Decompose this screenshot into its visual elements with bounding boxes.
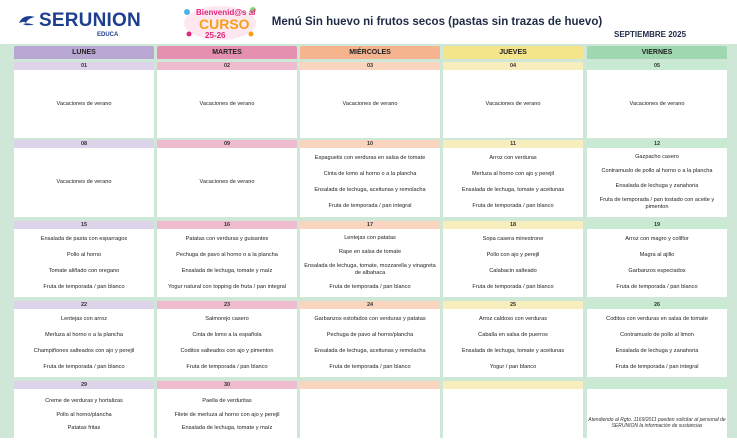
dish-item: Fruta de temporada / pan blanco xyxy=(43,283,125,290)
dish-item: Coditos con verduras en salsa de tomate xyxy=(606,315,708,322)
day-cell xyxy=(157,62,297,138)
day-number: 26 xyxy=(587,301,727,309)
day-number: 23 xyxy=(157,301,297,309)
allergen-note: Atendiendo al Rgto. 1169/2011 pueden solicitar al personal de SERUNION la información de sustancias xyxy=(588,416,726,429)
dish-list xyxy=(443,70,583,138)
dish-item: Ensalada de lechuga, tomate, mozzarella y vinagreta de albahaca xyxy=(304,263,436,277)
dish-item: Vacaciones de verano xyxy=(56,100,112,107)
dish-item: Garbanzos estofados con verduras y patatas xyxy=(314,315,426,322)
dish-item: Ensalada de lechuga, tomate y aceitunas xyxy=(461,187,565,194)
dish-item: Patatas con verduras y guisantes xyxy=(185,235,269,242)
badge-welcome: Bienvenid@s al xyxy=(196,8,256,17)
dish-item: Pollo al horno xyxy=(66,251,102,258)
dish-item: Fruta de temporada / pan integral xyxy=(615,363,699,370)
dish-list xyxy=(587,148,727,217)
dish-item: Pechuga de pavo al horno o a la plancha xyxy=(176,251,278,258)
dish-item: Fruta de temporada / pan blanco xyxy=(472,283,554,290)
day-cell xyxy=(587,221,727,297)
day-cell xyxy=(14,62,154,138)
dish-item: Gazpacho casero xyxy=(635,153,679,160)
dish-list xyxy=(157,389,297,441)
dish-item: Coditos salteados con ajo y pimenton xyxy=(180,347,274,354)
dish-list xyxy=(300,70,440,138)
day-number xyxy=(300,381,440,389)
day-cell xyxy=(14,301,154,377)
dish-item: Creme de verduras y hortalizas xyxy=(45,397,123,404)
day-cell xyxy=(443,221,583,297)
dish-item: Ensalada de lechuga, aceitunas y remolacha xyxy=(314,187,426,194)
day-number: 24 xyxy=(300,301,440,309)
day-cell xyxy=(157,221,297,297)
day-cell xyxy=(443,381,583,441)
day-cell xyxy=(157,301,297,377)
dish-item: Vacaciones de verano xyxy=(199,179,255,185)
dish-list xyxy=(157,309,297,377)
dish-list xyxy=(14,389,154,441)
dish-item: Vacaciones de verano xyxy=(485,100,541,107)
dish-item: Merluza al horno o a la plancha xyxy=(44,331,124,338)
day-number: 11 xyxy=(443,140,583,148)
badge-year: 25-26 xyxy=(205,31,226,40)
bird-logo-icon xyxy=(18,14,36,28)
day-number: 08 xyxy=(14,140,154,148)
dish-item: Magra al ajillo xyxy=(639,251,675,258)
dish-item: Pollo con ajo y perejil xyxy=(486,251,540,258)
dish-item: Ensalada de lechuga, tomate y aceitunas xyxy=(461,347,565,354)
day-number: 15 xyxy=(14,221,154,229)
day-number: 25 xyxy=(443,301,583,309)
dish-item: Contramuslo de pollo al limon xyxy=(620,331,694,338)
dish-item: Champiñones salteados con ajo y perejil xyxy=(33,347,135,354)
dish-item: Filete de merluza al horno con ajo y perejil xyxy=(174,411,280,418)
dish-list xyxy=(443,148,583,217)
day-cell xyxy=(14,140,154,217)
dish-item: Fruta de temporada / pan blanco xyxy=(616,283,698,290)
page-header xyxy=(0,0,737,44)
dish-list xyxy=(443,389,583,441)
dish-list xyxy=(300,309,440,377)
dish-item: Vacaciones de verano xyxy=(342,100,398,107)
dish-item: Ensalada de lechuga y zanahoria xyxy=(615,182,699,189)
dish-list xyxy=(14,148,154,217)
day-number: 09 xyxy=(157,140,297,148)
day-header-viernes: VIERNES xyxy=(587,46,727,59)
dish-list xyxy=(443,229,583,297)
month-label: SEPTIEMBRE 2025 xyxy=(614,30,687,39)
dish-list xyxy=(587,229,727,297)
dish-item: Ensalada de pasta con esparragos xyxy=(40,235,128,242)
day-number: 29 xyxy=(14,381,154,389)
dish-item: Yogur natural con topping de fruta / pan integral xyxy=(168,283,286,290)
menu-grid xyxy=(0,44,737,438)
day-number: 19 xyxy=(587,221,727,229)
day-header-martes: MARTES xyxy=(157,46,297,59)
day-number: 10 xyxy=(300,140,440,148)
day-cell xyxy=(300,301,440,377)
logo-text: SERUNION xyxy=(39,10,141,31)
day-cell xyxy=(157,140,297,217)
dish-item: Arroz con verduras xyxy=(489,154,537,161)
dish-item: Ensalada de lechuga y zanahoria xyxy=(615,347,699,354)
day-number: 05 xyxy=(587,62,727,70)
dish-item: Espaguetis con verduras en salsa de tomate xyxy=(314,154,426,161)
dish-item: Salmorejo casero xyxy=(205,315,249,322)
day-number: 17 xyxy=(300,221,440,229)
dish-item: Patatas fritas xyxy=(67,425,101,432)
dish-item: Lentejas con arroz xyxy=(60,315,108,322)
dish-list xyxy=(300,229,440,297)
day-number: 03 xyxy=(300,62,440,70)
day-cell xyxy=(443,62,583,138)
day-cell xyxy=(300,381,440,441)
dish-list xyxy=(157,70,297,138)
dish-list xyxy=(157,148,297,217)
dish-item: Calabacin salteado xyxy=(489,267,537,274)
dish-item: Ensalada de lechuga, tomate y maíz xyxy=(181,267,273,274)
logo-subtitle: EDUCA xyxy=(97,32,119,38)
dish-item: Paella de verduritas xyxy=(202,397,252,404)
day-cell xyxy=(587,62,727,138)
day-number xyxy=(587,381,727,389)
dish-item: Sopa casera minestrone xyxy=(482,235,544,242)
dish-item: Cinta de lomo a la española xyxy=(192,331,262,338)
dish-item: Yogur / pan blanco xyxy=(489,363,537,370)
day-cell xyxy=(157,381,297,441)
day-cell xyxy=(443,140,583,217)
day-number: 16 xyxy=(157,221,297,229)
dish-item: Fruta de temporada / pan blanco xyxy=(43,363,125,370)
dish-item: Arroz con magro y coliflor xyxy=(625,235,689,242)
day-number xyxy=(443,381,583,389)
day-number: 02 xyxy=(157,62,297,70)
dish-item: Ensalada de lechuga, aceitunas y remolacha xyxy=(314,347,426,354)
dish-list xyxy=(587,70,727,138)
dish-item: Cinta de lomo al horno o a la plancha xyxy=(323,170,417,177)
day-number: 18 xyxy=(443,221,583,229)
dish-item: Lentejas con patatas xyxy=(344,234,396,241)
dish-item: Fruta de temporada / pan tostado con aceite y pimenton xyxy=(599,197,715,211)
day-cell xyxy=(300,221,440,297)
dish-item: Fruta de temporada / pan blanco xyxy=(186,363,268,370)
dish-item: Arroz caldoso con verduras xyxy=(478,315,548,322)
day-number: 30 xyxy=(157,381,297,389)
dish-item: Vacaciones de verano xyxy=(629,100,685,107)
dish-item: Tomate aliñado con oregano xyxy=(48,267,120,274)
dish-item: Merluza al horno con ajo y perejil xyxy=(471,170,555,177)
dish-item: Garbanzos especiados xyxy=(628,267,686,274)
day-cell xyxy=(587,381,727,441)
dish-list xyxy=(14,70,154,138)
day-header-lunes: LUNES xyxy=(14,46,154,59)
dish-list xyxy=(300,389,440,441)
serunion-logo xyxy=(18,10,141,32)
dish-list xyxy=(443,309,583,377)
day-cell xyxy=(587,140,727,217)
dish-item: Rape en salsa de tomate xyxy=(338,248,402,255)
dish-list xyxy=(14,309,154,377)
day-header-miercoles: MIÉRCOLES xyxy=(300,46,440,59)
dish-list xyxy=(14,229,154,297)
day-number: 12 xyxy=(587,140,727,148)
dish-item: Vacaciones de verano xyxy=(56,179,112,185)
dish-item: Contramuslo de pollo al horno o a la plancha xyxy=(601,168,713,175)
dish-list xyxy=(300,148,440,217)
dish-item: Pollo al horno/plancha xyxy=(56,411,112,418)
dish-item: Ensalada de lechuga, tomate y maíz xyxy=(181,425,273,432)
dish-item: Caballa en salsa de puerros xyxy=(478,331,548,338)
dish-item: Vacaciones de verano xyxy=(199,100,255,107)
day-header-jueves: JUEVES xyxy=(443,46,583,59)
dish-list xyxy=(587,309,727,377)
dish-item: Fruta de temporada / pan integral xyxy=(328,203,412,210)
day-cell xyxy=(443,301,583,377)
day-cell xyxy=(300,140,440,217)
day-number: 04 xyxy=(443,62,583,70)
page-title: Menú Sin huevo ni frutos secos (pastas sin trazas de huevo) xyxy=(271,16,603,28)
day-number: 01 xyxy=(14,62,154,70)
dish-item: Fruta de temporada / pan blanco xyxy=(329,284,411,291)
dish-item: Pechuga de pavo al horno/plancha xyxy=(326,331,414,338)
dish-list xyxy=(587,389,727,441)
badge-curso: CURSO xyxy=(199,16,250,32)
day-cell xyxy=(587,301,727,377)
day-cell xyxy=(14,381,154,441)
day-number: 22 xyxy=(14,301,154,309)
day-cell xyxy=(300,62,440,138)
dish-item: Fruta de temporada / pan blanco xyxy=(329,363,411,370)
dish-item: Fruta de temporada / pan blanco xyxy=(472,203,554,210)
dish-list xyxy=(157,229,297,297)
day-cell xyxy=(14,221,154,297)
